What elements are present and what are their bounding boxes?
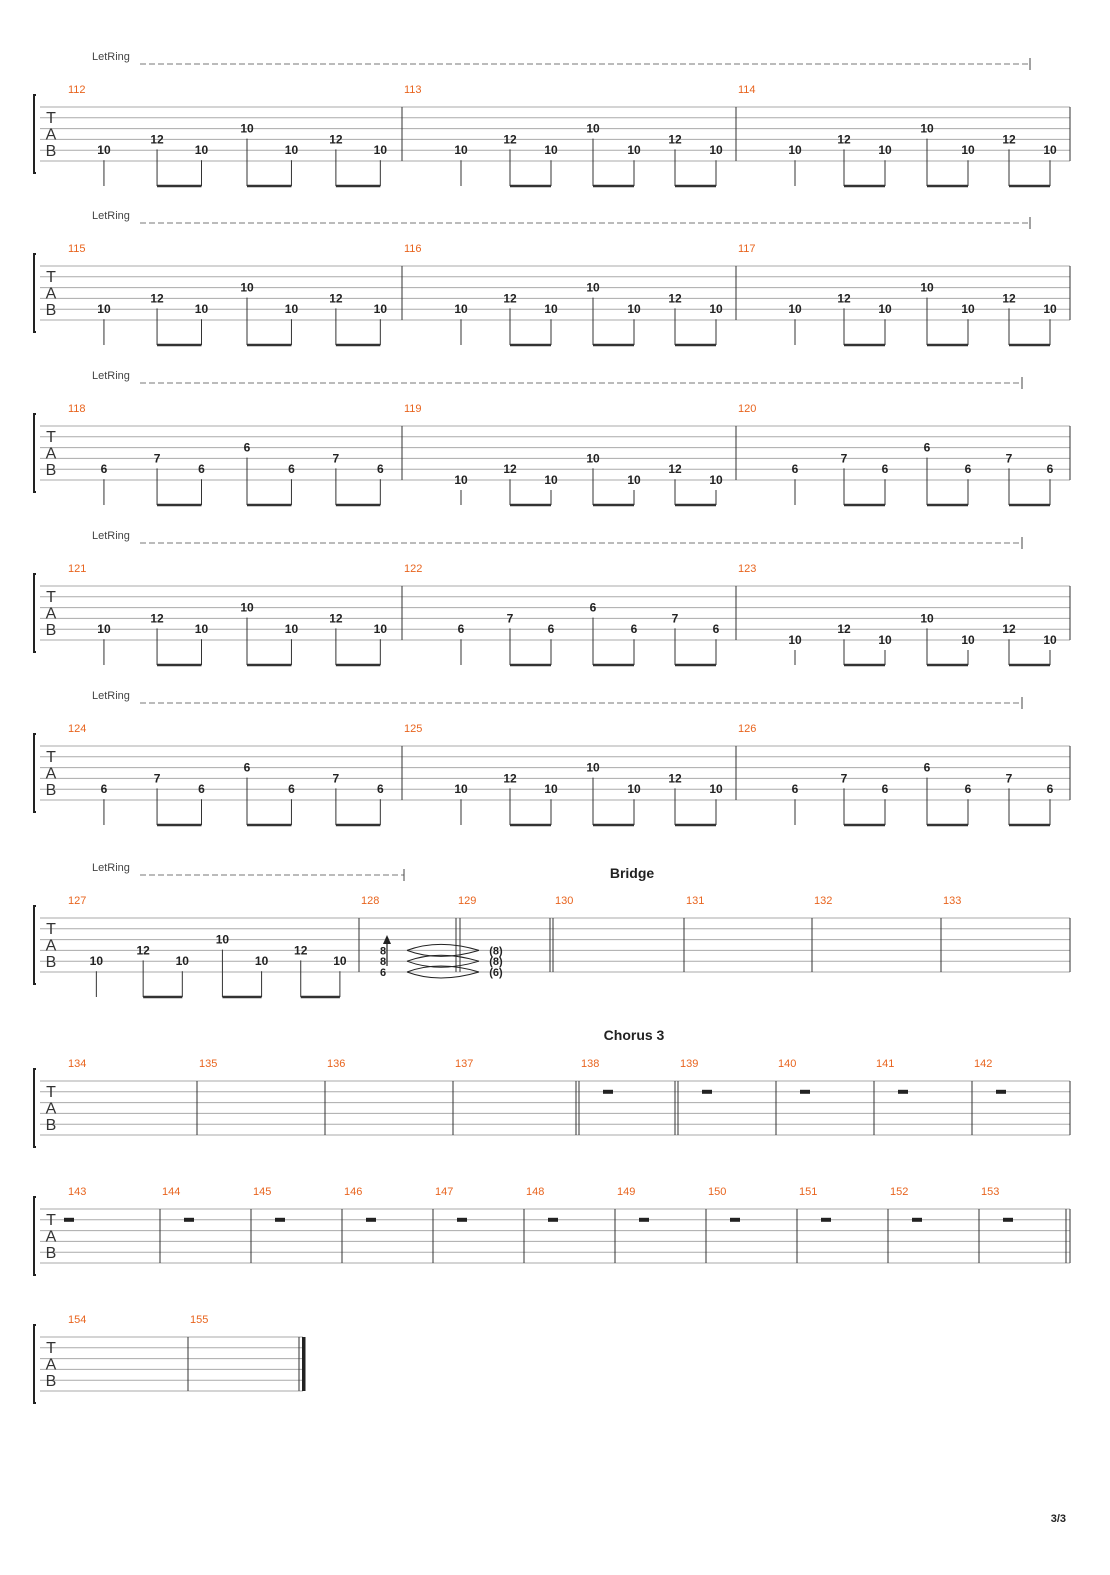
fret-number: 10 [709, 302, 723, 317]
tab-clef-letter: B [45, 143, 57, 160]
fret-number: 12 [668, 462, 682, 477]
fret-number: 12 [294, 943, 308, 958]
fret-number: 10 [920, 611, 934, 626]
measure-number: 140 [778, 1058, 797, 1070]
fret-number: 12 [1002, 622, 1016, 637]
fret-number: 10 [627, 782, 641, 797]
whole-rest [996, 1090, 1006, 1094]
fret-number: 6 [288, 462, 295, 477]
fret-number: 12 [150, 132, 164, 147]
fret-number: 6 [589, 600, 597, 615]
measure-number: 136 [327, 1058, 346, 1070]
fret-number: 10 [454, 302, 468, 317]
fret-number: 10 [709, 782, 723, 797]
fret-number: 10 [627, 473, 641, 487]
fret-number: 12 [668, 132, 682, 147]
tab-clef-letter: B [45, 462, 57, 479]
let-ring-label: LetRing [92, 530, 130, 542]
measure-number: 115 [68, 243, 86, 255]
fret-number: 10 [878, 302, 892, 317]
measure-number: 141 [876, 1058, 895, 1070]
fret-number: 6 [791, 782, 799, 797]
fret-number: 6 [100, 782, 108, 797]
fret-number: 10 [240, 280, 254, 295]
fret-number: 7 [1005, 451, 1013, 466]
tie-curve [407, 972, 479, 978]
tab-clef-letter: A [45, 445, 57, 463]
fret-number: 10 [1043, 143, 1057, 158]
fret-number: 7 [671, 611, 679, 626]
fret-number: 10 [215, 932, 230, 947]
fret-number: 7 [1005, 771, 1013, 786]
fret-number: 10 [961, 302, 975, 317]
fret-number: 6 [243, 440, 251, 455]
measure-number: 147 [435, 1186, 454, 1198]
fret-number: 7 [332, 451, 340, 466]
measure-number: 139 [680, 1058, 699, 1070]
whole-rest [1003, 1218, 1013, 1222]
fret-number: 10 [240, 600, 254, 615]
chord-fret-number: 8 [379, 945, 387, 958]
measure-number: 155 [190, 1314, 209, 1326]
fret-number: 12 [837, 622, 851, 637]
fret-number: 10 [194, 302, 209, 317]
tab-clef-letter: T [46, 921, 56, 938]
let-ring-label: LetRing [92, 690, 130, 702]
tab-clef-letter: A [45, 1228, 57, 1246]
fret-number: 6 [791, 462, 799, 477]
measure-number: 137 [455, 1058, 474, 1070]
fret-number: 10 [709, 143, 723, 158]
fret-number: 6 [288, 782, 295, 797]
system-bracket [34, 1325, 36, 1403]
fret-number: 10 [97, 302, 111, 317]
fret-number: 10 [788, 143, 802, 158]
measure-number: 122 [404, 563, 423, 575]
tab-clef-letter: T [46, 749, 56, 766]
let-ring-label: LetRing [92, 862, 130, 874]
fret-number: 10 [586, 280, 600, 295]
chord-fret-number: (6) [489, 967, 503, 979]
fret-number: 10 [544, 302, 558, 317]
fret-number: 10 [586, 451, 600, 466]
fret-number: 6 [100, 462, 108, 477]
section-title-bridge: Bridge [609, 865, 655, 881]
fret-number: 10 [284, 143, 299, 158]
whole-rest [800, 1090, 810, 1094]
measure-number: 143 [68, 1186, 87, 1198]
measure-number: 127 [68, 895, 87, 907]
tab-clef-letter: A [45, 937, 57, 955]
fret-number: 6 [881, 462, 889, 477]
system-bracket [34, 95, 36, 173]
whole-rest [821, 1218, 831, 1222]
tab-clef-letter: B [45, 954, 57, 971]
fret-number: 12 [837, 132, 851, 147]
fret-number: 12 [837, 291, 851, 306]
fret-number: 6 [198, 462, 205, 477]
fret-number: 10 [586, 760, 600, 775]
tab-clef-letter: T [46, 1212, 56, 1229]
measure-number: 113 [404, 84, 422, 96]
measure-number: 132 [814, 895, 833, 907]
system-bracket [34, 574, 36, 652]
whole-rest [366, 1218, 376, 1222]
tab-clef-letter: A [45, 285, 57, 303]
whole-rest [603, 1090, 613, 1094]
fret-number: 12 [668, 291, 682, 306]
fret-number: 10 [333, 954, 347, 969]
whole-rest [275, 1218, 285, 1222]
fret-number: 6 [198, 782, 205, 797]
fret-number: 12 [150, 291, 164, 306]
tab-clef-letter: B [45, 1245, 57, 1262]
tab-clef-letter: T [46, 1084, 56, 1101]
fret-number: 10 [920, 121, 934, 136]
chord-fret-number: (8) [489, 956, 503, 969]
fret-number: 10 [878, 633, 892, 647]
measure-number: 116 [404, 243, 422, 255]
fret-number: 10 [454, 473, 468, 487]
tab-clef-letter: B [45, 1117, 57, 1134]
measure-number: 133 [943, 895, 962, 907]
measure-number: 146 [344, 1186, 363, 1198]
tab-clef-letter: T [46, 589, 56, 606]
fret-number: 10 [1043, 302, 1057, 317]
fret-number: 12 [329, 611, 343, 626]
whole-rest [912, 1218, 922, 1222]
fret-number: 6 [964, 462, 972, 477]
fret-number: 6 [1046, 462, 1054, 477]
fret-number: 10 [961, 633, 975, 647]
fret-number: 7 [332, 771, 340, 786]
fret-number: 10 [544, 143, 558, 158]
measure-number: 118 [68, 403, 86, 415]
tie-curve [407, 944, 479, 950]
tab-clef-letter: T [46, 269, 56, 286]
fret-number: 10 [961, 143, 975, 158]
tab-clef-letter: A [45, 605, 57, 623]
let-ring-label: LetRing [92, 210, 130, 222]
fret-number: 10 [373, 622, 388, 637]
fret-number: 10 [454, 782, 468, 797]
fret-number: 10 [788, 302, 802, 317]
fret-number: 10 [920, 280, 934, 295]
fret-number: 10 [709, 473, 723, 487]
fret-number: 10 [89, 954, 104, 969]
fret-number: 10 [1043, 633, 1057, 647]
fret-number: 10 [544, 782, 558, 797]
tab-clef-letter: T [46, 1340, 56, 1357]
fret-number: 6 [923, 760, 931, 775]
fret-number: 10 [586, 121, 600, 136]
fret-number: 6 [923, 440, 931, 455]
measure-number: 134 [68, 1058, 87, 1070]
fret-number: 10 [194, 143, 209, 158]
tab-clef-letter: A [45, 1356, 57, 1374]
measure-number: 152 [890, 1186, 909, 1198]
whole-rest [639, 1218, 649, 1222]
fret-number: 12 [1002, 132, 1016, 147]
whole-rest [64, 1218, 74, 1222]
fret-number: 7 [153, 771, 161, 786]
let-ring-label: LetRing [92, 370, 130, 382]
fret-number: 10 [194, 622, 209, 637]
system-bracket [34, 1069, 36, 1147]
measure-number: 130 [555, 895, 574, 907]
fret-number: 10 [284, 302, 299, 317]
fret-number: 12 [1002, 291, 1016, 306]
fret-number: 10 [373, 302, 388, 317]
fret-number: 12 [503, 132, 517, 147]
measure-number: 114 [738, 84, 756, 96]
fret-number: 10 [240, 121, 254, 136]
fret-number: 10 [175, 954, 189, 969]
fret-number: 12 [329, 291, 343, 306]
measure-number: 126 [738, 723, 757, 735]
fret-number: 6 [630, 622, 638, 637]
tab-clef-letter: A [45, 126, 57, 144]
measure-number: 117 [738, 243, 756, 255]
measure-number: 149 [617, 1186, 636, 1198]
fret-number: 10 [97, 622, 111, 637]
fret-number: 10 [627, 143, 641, 158]
measure-number: 145 [253, 1186, 272, 1198]
fret-number: 7 [840, 771, 848, 786]
measure-number: 131 [686, 895, 705, 907]
tab-clef-letter: B [45, 622, 57, 639]
fret-number: 10 [284, 622, 299, 637]
fret-number: 6 [964, 782, 972, 797]
section-title-chorus-3: Chorus 3 [603, 1027, 665, 1043]
measure-number: 135 [199, 1058, 218, 1070]
let-ring-label: LetRing [92, 51, 130, 63]
tab-clef-letter: T [46, 110, 56, 127]
fret-number: 10 [788, 633, 802, 647]
fret-number: 10 [254, 954, 269, 969]
fret-number: 10 [544, 473, 558, 487]
fret-number: 6 [376, 782, 384, 797]
chord-fret-number: 8 [379, 956, 387, 969]
whole-rest [898, 1090, 908, 1094]
measure-number: 154 [68, 1314, 87, 1326]
system-bracket [34, 254, 36, 332]
fret-number: 10 [373, 143, 388, 158]
fret-number: 6 [243, 760, 251, 775]
page-number: 3/3 [1050, 1513, 1066, 1525]
tab-clef-letter: B [45, 1373, 57, 1390]
fret-number: 6 [376, 462, 384, 477]
fret-number: 7 [840, 451, 848, 466]
tab-clef-letter: A [45, 765, 57, 783]
measure-number: 148 [526, 1186, 545, 1198]
measure-number: 120 [738, 403, 757, 415]
system-bracket [34, 414, 36, 492]
measure-number: 121 [68, 563, 87, 575]
fret-number: 12 [503, 291, 517, 306]
final-barline-thick [302, 1337, 306, 1391]
measure-number: 144 [162, 1186, 181, 1198]
tab-clef-letter: B [45, 782, 57, 799]
fret-number: 6 [881, 782, 889, 797]
fret-number: 6 [712, 622, 720, 637]
whole-rest [702, 1090, 712, 1094]
fret-number: 12 [503, 462, 517, 477]
whole-rest [548, 1218, 558, 1222]
fret-number: 10 [454, 143, 468, 158]
fret-number: 12 [329, 132, 343, 147]
measure-number: 138 [581, 1058, 600, 1070]
fret-number: 6 [1046, 782, 1054, 797]
tab-clef-letter: T [46, 429, 56, 446]
whole-rest [457, 1218, 467, 1222]
fret-number: 6 [547, 622, 555, 637]
fret-number: 6 [457, 622, 465, 637]
whole-rest [730, 1218, 740, 1222]
fret-number: 12 [503, 771, 517, 786]
system-bracket [34, 906, 36, 984]
measure-number: 119 [404, 403, 422, 415]
measure-number: 151 [799, 1186, 818, 1198]
system-bracket [34, 1197, 36, 1275]
fret-number: 12 [668, 771, 682, 786]
measure-number: 142 [974, 1058, 993, 1070]
fret-number: 10 [627, 302, 641, 317]
fret-number: 12 [150, 611, 164, 626]
fret-number: 10 [878, 143, 892, 158]
fret-number: 10 [97, 143, 111, 158]
measure-number: 123 [738, 563, 757, 575]
chord-fret-number: (8) [489, 945, 503, 958]
tab-clef-letter: B [45, 302, 57, 319]
measure-number: 150 [708, 1186, 727, 1198]
measure-number: 128 [361, 895, 380, 907]
measure-number: 125 [404, 723, 423, 735]
chord-fret-number: 6 [379, 967, 387, 979]
tab-clef-letter: A [45, 1100, 57, 1118]
measure-number: 153 [981, 1186, 1000, 1198]
measure-number: 124 [68, 723, 87, 735]
measure-number: 112 [68, 84, 86, 96]
fret-number: 7 [153, 451, 161, 466]
fret-number: 12 [136, 943, 150, 958]
system-bracket [34, 734, 36, 812]
whole-rest [184, 1218, 194, 1222]
measure-number: 129 [458, 895, 477, 907]
fret-number: 7 [506, 611, 514, 626]
